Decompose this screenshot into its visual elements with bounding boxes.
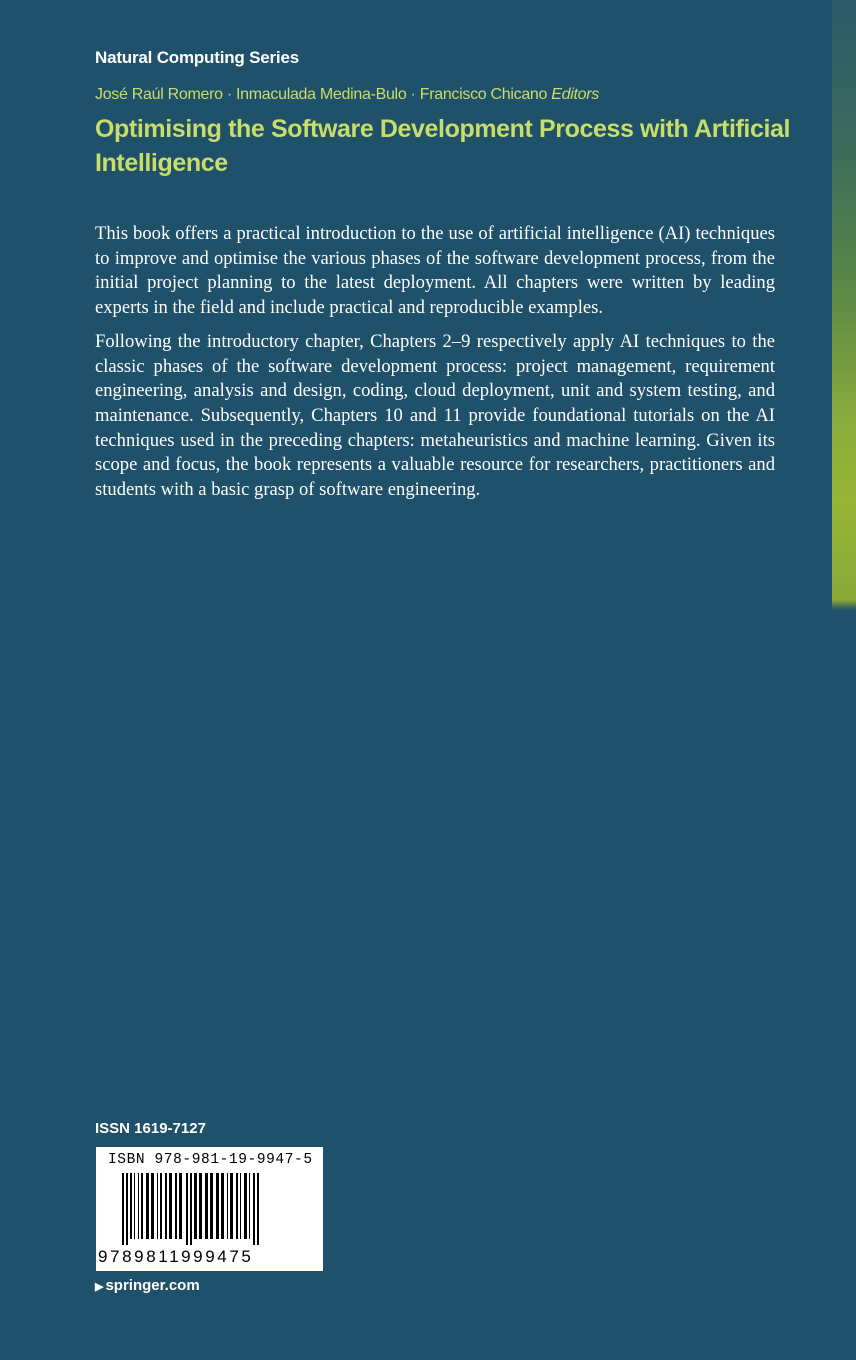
barcode-bar [190, 1173, 192, 1245]
barcode-bar [244, 1173, 247, 1239]
publisher-url: springer.com [105, 1277, 200, 1294]
barcode-bar [216, 1173, 219, 1239]
barcode-digits: 9789811999475 [98, 1247, 254, 1266]
barcode-bar [160, 1173, 162, 1239]
barcode-bar [221, 1173, 224, 1239]
editor-names: José Raúl Romero · Inmaculada Medina-Bulo · Francisco Chicano [95, 86, 548, 103]
barcode-bar [134, 1173, 135, 1239]
editors-role: Editors [551, 86, 599, 103]
barcode-bar [169, 1173, 172, 1239]
barcode-bar [126, 1173, 128, 1245]
barcode-bar [253, 1173, 255, 1245]
spine-edge [832, 0, 856, 1360]
description-paragraph-1: This book offers a practical introduction to the use of artificial intelligence (AI) techniques to improve and optimise the various phases of the software development process, from the initial project planning to the latest deployment. All chapters were written by leading experts in the field and include practical and reproducible examples. [95, 223, 775, 319]
issn-number: ISSN 1619-7127 [95, 1120, 206, 1137]
barcode-bar [236, 1173, 238, 1239]
barcode-bar [249, 1173, 250, 1239]
editors-line [95, 86, 599, 104]
barcode-bar [230, 1173, 233, 1239]
barcode-bar [157, 1173, 158, 1239]
description-paragraph-2: Following the introductory chapter, Chapters 2–9 respectively apply AI techniques to the classic phases of the software development process: project management, requirement engineering, analysis and design, coding, cloud deployment, unit and system testing, and maintenance. Subsequently, Chapters 10 and 11 provide foundational tutorials on the AI techniques used in the preceding chapters: metaheuristics and machine learning. Given its scope and focus, the book represents a valuable resource for researchers, practitioners and students with a basic grasp of software engineering. [95, 330, 775, 501]
series-name: Natural Computing Series [95, 48, 299, 67]
barcode-bar [165, 1173, 167, 1239]
barcode-bar [130, 1173, 132, 1239]
barcode-bar [151, 1173, 154, 1239]
barcode-panel [96, 1147, 323, 1271]
book-description [95, 222, 775, 512]
barcode-bar [146, 1173, 149, 1239]
barcode-bar [175, 1173, 177, 1239]
barcode-bar [227, 1173, 228, 1239]
publisher-link[interactable] [95, 1277, 200, 1294]
barcode-bar [186, 1173, 188, 1245]
book-title: Optimising the Software Development Process with Artificial Intelligence [95, 115, 791, 177]
barcode-icon [96, 1173, 323, 1247]
arrow-right-icon: ▶ [95, 1281, 104, 1293]
barcode-bar [138, 1173, 139, 1239]
barcode-bar [199, 1173, 202, 1239]
barcode-bar [122, 1173, 124, 1245]
isbn-number: ISBN 978-981-19-9947-5 [108, 1152, 313, 1168]
barcode-bar [141, 1173, 143, 1239]
barcode-bar [210, 1173, 213, 1239]
barcode-bar [205, 1173, 208, 1239]
barcode-bar [240, 1173, 241, 1239]
barcode-bar [257, 1173, 259, 1245]
barcode-bar [194, 1173, 197, 1239]
barcode-bar [179, 1173, 182, 1239]
